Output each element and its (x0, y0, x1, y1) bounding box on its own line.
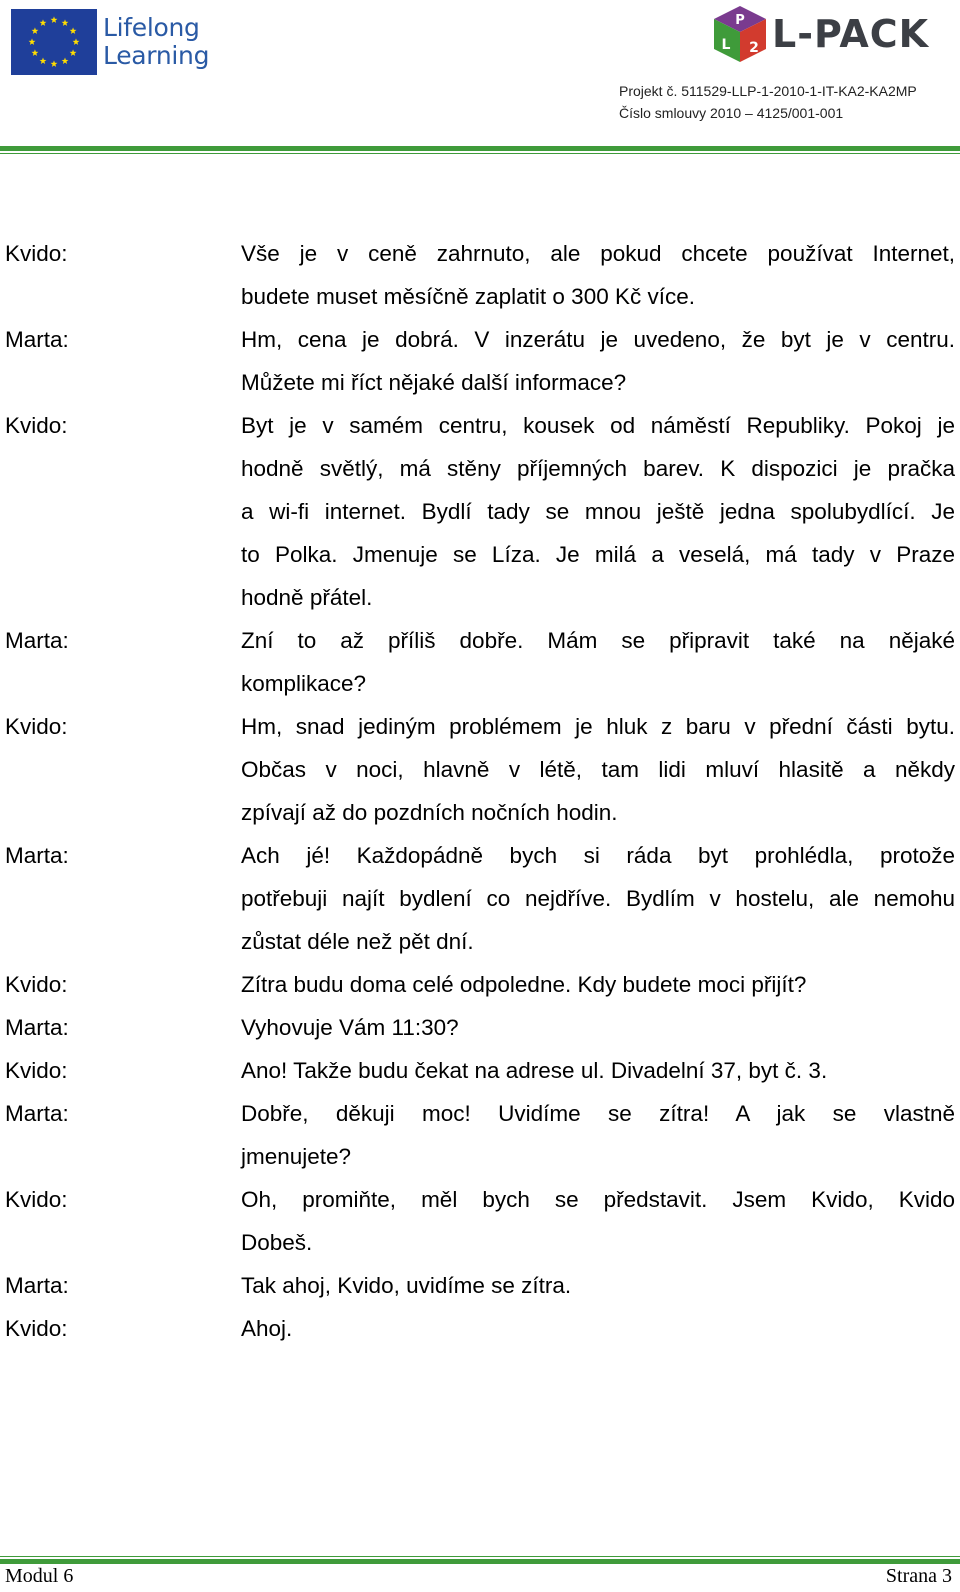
eu-star-icon (70, 49, 77, 56)
speech-text: zůstat déle než pět dní. (241, 929, 474, 954)
speech-text: Ano! Takže budu čekat na adrese ul. Divadelní 37, byt č. 3. (241, 1058, 828, 1083)
logo-line-learning: Learning (103, 41, 210, 70)
dialogue-text (5, 232, 955, 1350)
speaker-label (5, 1135, 241, 1178)
speech-text: Byt je v samém centru, kousek od náměstí Republiky. Pokoj je (241, 413, 955, 438)
dialogue-line (5, 1092, 955, 1135)
speaker-label: Kvido: (5, 714, 68, 739)
speech-text: hodně světlý, má stěny příjemných barev. K dispozici je pračka (241, 456, 955, 481)
header-rule-thin (0, 153, 960, 154)
eu-star-icon (29, 38, 36, 45)
speech-text: potřebuji najít bydlení co nejdříve. Bydlím v hostelu, ale nemohu (241, 886, 955, 911)
speech-text: a wi-fi internet. Bydlí tady se mnou ještě jedna spolubydlící. Je (241, 499, 955, 524)
speaker-label (5, 447, 241, 490)
dialogue-line (5, 275, 955, 318)
cube-letter-l: L (721, 37, 731, 53)
speaker-label (5, 662, 241, 705)
eu-star-icon (51, 60, 58, 67)
dialogue-line (5, 705, 955, 748)
dialogue-line (5, 361, 955, 404)
eu-star-icon (51, 16, 58, 23)
speaker-label: Marta: (5, 1273, 69, 1298)
speech-text: Občas v noci, hlavně v létě, tam lidi mluví hlasitě a někdy (241, 757, 955, 782)
speaker-label (5, 748, 241, 791)
footer-rule-thick (0, 1559, 960, 1564)
speaker-label: Kvido: (5, 972, 68, 997)
speech-text: hodně přátel. (241, 585, 373, 610)
speaker-label: Kvido: (5, 1058, 68, 1083)
lpack-cube-icon (710, 4, 770, 64)
dialogue-line (5, 318, 955, 361)
dialogue-line (5, 232, 955, 275)
speaker-label: Marta: (5, 1101, 69, 1126)
eu-star-icon (73, 38, 80, 45)
speech-text: budete muset měsíčně zaplatit o 300 Kč více. (241, 284, 695, 309)
speech-text: zpívají až do pozdních nočních hodin. (241, 800, 618, 825)
speaker-label (5, 533, 241, 576)
dialogue-line (5, 834, 955, 877)
speech-text: Vše je v ceně zahrnuto, ale pokud chcete používat Internet, (241, 241, 955, 266)
speech-text: Oh, promiňte, měl bych se představit. Jsem Kvido, Kvido (241, 1187, 955, 1212)
speech-text: Zítra budu doma celé odpoledne. Kdy budete moci přijít? (241, 972, 807, 997)
speech-text: Ach jé! Každopádně bych si ráda byt prohlédla, protože (241, 843, 955, 868)
project-number: Projekt č. 511529-LLP-1-2010-1-IT-KA2-KA2MP (619, 83, 917, 99)
speech-text: Dobře, děkuji moc! Uvidíme se zítra! A jak se vlastně (241, 1101, 955, 1126)
dialogue-line (5, 791, 955, 834)
page-header (0, 0, 960, 160)
cube-letter-p: P (735, 13, 745, 28)
speech-text: Zní to až příliš dobře. Mám se připravit také na nějaké (241, 628, 955, 653)
dialogue-line (5, 748, 955, 791)
eu-star-icon (62, 19, 69, 26)
speech-text: jmenujete? (241, 1144, 352, 1169)
dialogue-line (5, 1049, 955, 1092)
footer-rule-thin (0, 1556, 960, 1557)
speaker-label: Kvido: (5, 413, 68, 438)
footer-page-number: Strana 3 (885, 1565, 952, 1587)
dialogue-line (5, 963, 955, 1006)
lpack-logo (710, 4, 929, 64)
dialogue-line (5, 877, 955, 920)
lpack-wordmark: L-PACK (772, 12, 930, 56)
speaker-label (5, 877, 241, 920)
speech-text: to Polka. Jmenuje se Líza. Je milá a veselá, má tady v Praze (241, 542, 955, 567)
footer-module: Modul 6 (5, 1565, 74, 1587)
dialogue-line (5, 619, 955, 662)
cube-digit-2: 2 (749, 40, 759, 56)
dialogue-line (5, 1221, 955, 1264)
speech-text: Vyhovuje Vám 11:30? (241, 1015, 459, 1040)
eu-star-icon (62, 57, 69, 64)
eu-star-icon (40, 19, 47, 26)
speaker-label (5, 490, 241, 533)
speech-text: Hm, cena je dobrá. V inzerátu je uvedeno, že byt je v centru. (241, 327, 955, 352)
speaker-label (5, 361, 241, 404)
speaker-label: Marta: (5, 1015, 69, 1040)
speaker-label (5, 275, 241, 318)
lifelong-learning-wordmark (103, 14, 209, 70)
eu-star-icon (40, 57, 47, 64)
dialogue-line (5, 447, 955, 490)
speech-text: komplikace? (241, 671, 367, 696)
dialogue-line (5, 576, 955, 619)
dialogue-line (5, 1307, 955, 1350)
dialogue-line (5, 1178, 955, 1221)
speaker-label (5, 1221, 241, 1264)
eu-star-icon (32, 49, 39, 56)
speaker-label: Marta: (5, 843, 69, 868)
dialogue-line (5, 1135, 955, 1178)
dialogue-line (5, 1264, 955, 1307)
project-info (619, 80, 917, 124)
dialogue-line (5, 533, 955, 576)
dialogue-line (5, 662, 955, 705)
header-rule-thick (0, 146, 960, 151)
dialogue-line (5, 490, 955, 533)
eu-flag-icon (11, 9, 97, 75)
eu-star-icon (70, 27, 77, 34)
speech-text: Můžete mi říct nějaké další informace? (241, 370, 627, 395)
speaker-label: Marta: (5, 628, 69, 653)
lifelong-learning-logo (11, 9, 209, 75)
speaker-label (5, 791, 241, 834)
speaker-label (5, 576, 241, 619)
logo-line-lifelong: Lifelong (103, 13, 200, 42)
dialogue-line (5, 404, 955, 447)
speaker-label: Kvido: (5, 1316, 68, 1341)
speech-text: Ahoj. (241, 1316, 293, 1341)
speech-text: Dobeš. (241, 1230, 313, 1255)
speaker-label: Kvido: (5, 1187, 68, 1212)
speaker-label: Kvido: (5, 241, 68, 266)
speech-text: Hm, snad jediným problémem je hluk z baru v přední části bytu. (241, 714, 955, 739)
speech-text: Tak ahoj, Kvido, uvidíme se zítra. (241, 1273, 572, 1298)
dialogue-line (5, 920, 955, 963)
dialogue-line (5, 1006, 955, 1049)
speaker-label: Marta: (5, 327, 69, 352)
eu-star-icon (32, 27, 39, 34)
contract-number: Číslo smlouvy 2010 – 4125/001-001 (619, 105, 844, 121)
speaker-label (5, 920, 241, 963)
